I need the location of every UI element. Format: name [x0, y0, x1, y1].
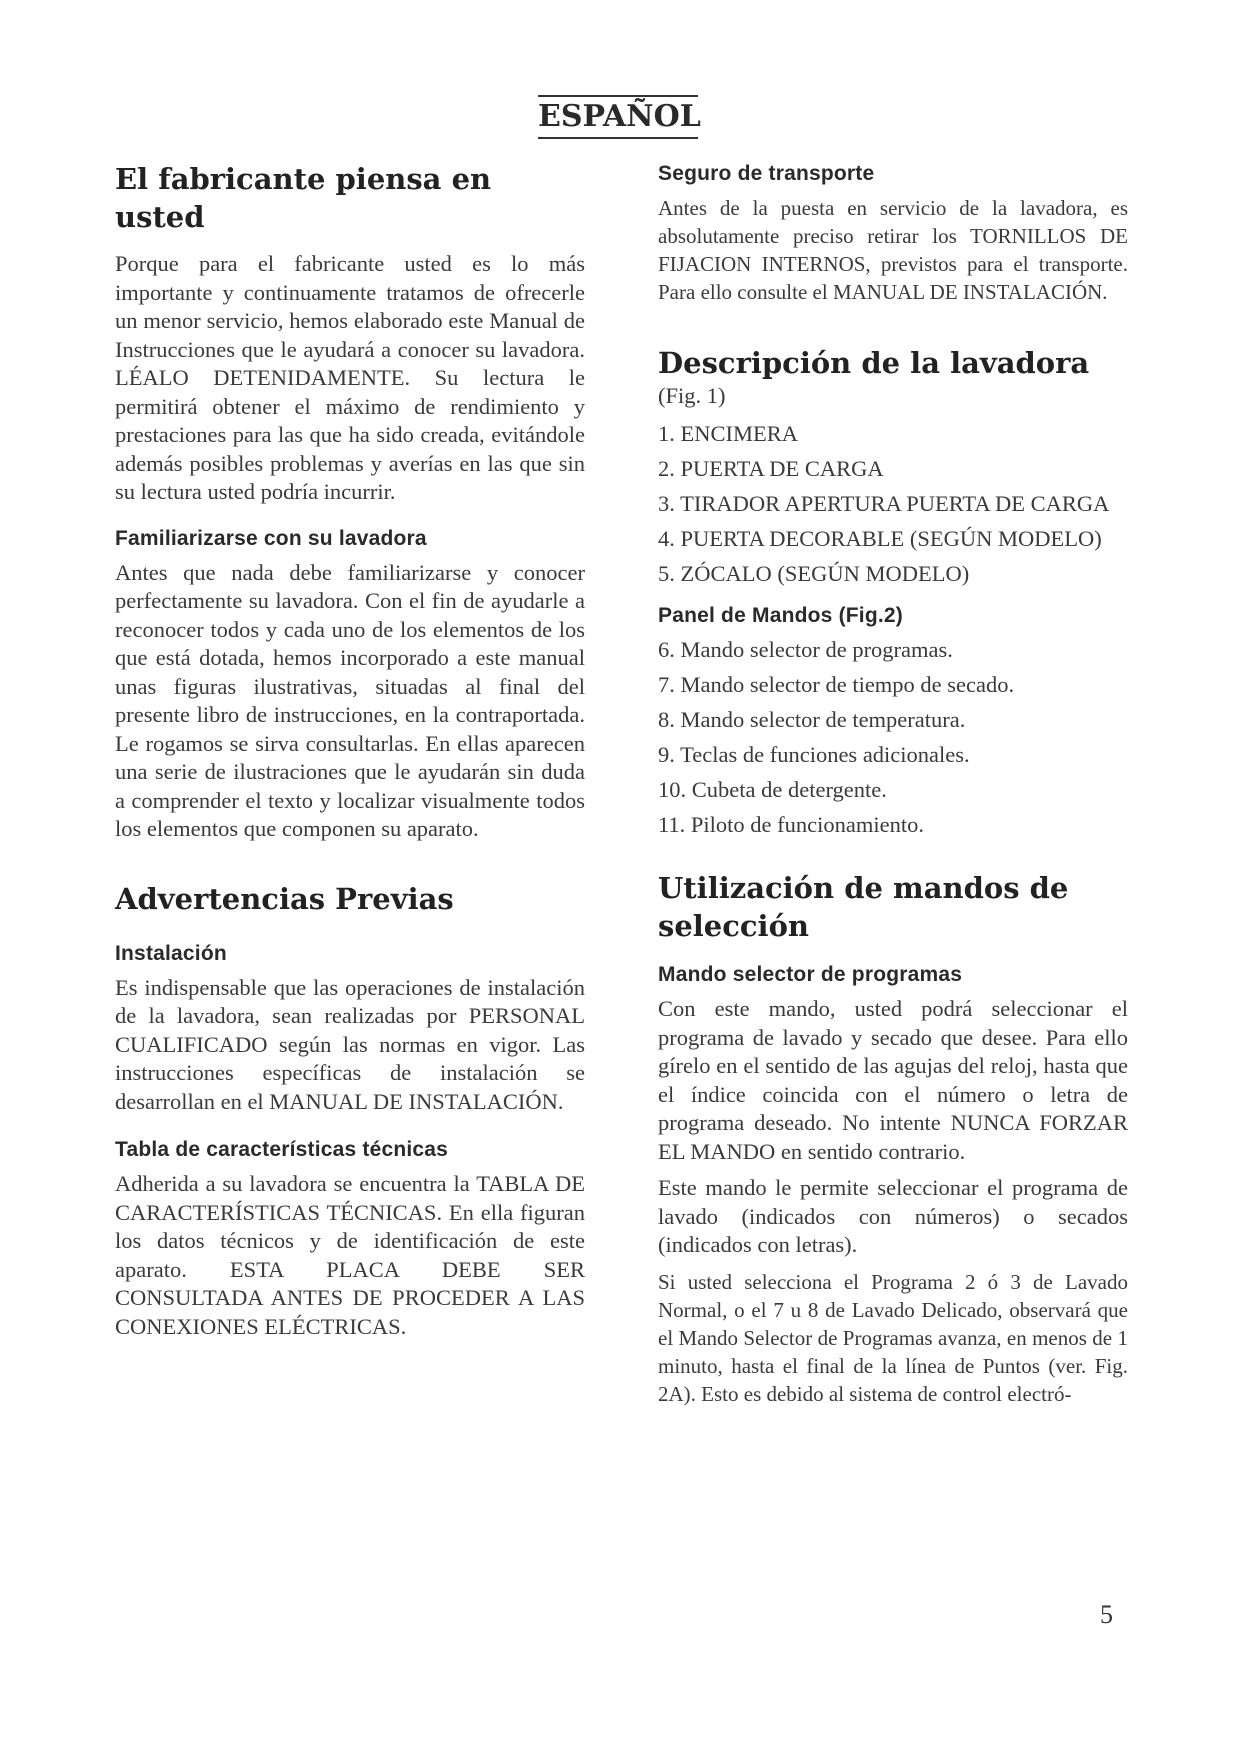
list-item: 2. PUERTA DE CARGA: [658, 456, 884, 481]
subheading-panel-mandos: Panel de Mandos (Fig.2): [658, 604, 903, 627]
right-column: [658, 160, 1128, 1416]
subheading-mando-selector: Mando selector de programas: [658, 963, 963, 986]
list-item: 8. Mando selector de temperatura.: [658, 707, 966, 732]
list-item: 10. Cubeta de detergente.: [658, 777, 887, 802]
section-title-utilizacion: Utilización de mandos de selección: [658, 871, 1069, 943]
section-title-fabricante: El fabricante piensa en usted: [115, 162, 492, 234]
paragraph-mando-1: Con este mando, usted podrá seleccionar el programa de lavado y secado que desee. Para ello gírelo en el sentido de las agujas del reloj, hasta que el índice coincida con el número o letra de programa deseado. No intente NUNCA FORZAR EL MANDO en sentido contrario.: [658, 996, 1128, 1164]
left-column: [115, 160, 585, 1349]
list-item: 9. Teclas de funciones adicionales.: [658, 742, 970, 767]
list-item: 3. TIRADOR APERTURA PUERTA DE CARGA: [658, 491, 1110, 516]
list-item: 5. ZÓCALO (SEGÚN MODELO): [658, 561, 970, 586]
subheading-seguro: Seguro de transporte: [658, 162, 875, 185]
subheading-familiarizarse: Familiarizarse con su lavadora: [115, 526, 427, 550]
list-item: 11. Piloto de funcionamiento.: [658, 812, 925, 837]
figure-reference: (Fig. 1): [658, 383, 726, 408]
list-item: 4. PUERTA DECORABLE (SEGÚN MODELO): [658, 526, 1102, 551]
paragraph-seguro: Antes de la puesta en servicio de la lavadora, es absolutamente preciso retirar los TORNILLOS DE FIJACION INTERNOS, previstos para el transporte. Para ello consulte el MANUAL DE INSTALACIÓN.: [658, 196, 1128, 304]
paragraph-mando-2: Este mando le permite seleccionar el programa de lavado (indicados con números) o secados (indicados con letras).: [658, 1175, 1128, 1257]
paragraph-tabla: Adherida a su lavadora se encuentra la TABLA DE CARACTERÍSTICAS TÉCNICAS. En ella figuran los datos técnicos y de identificación de este aparato. ESTA PLACA DEBE SER CONSULTADA ANTES DE PROCEDER A LAS CONEXIONES ELÉCTRICAS.: [115, 1171, 585, 1339]
subheading-instalacion: Instalación: [115, 941, 227, 965]
parts-list: [658, 420, 1128, 588]
section-title-advertencias: Advertencias Previas: [115, 881, 454, 916]
subheading-tabla: Tabla de características técnicas: [115, 1138, 449, 1161]
page-number: 5: [1100, 1600, 1113, 1629]
list-item: 1. ENCIMERA: [658, 421, 798, 446]
language-header: ESPAÑOL: [538, 95, 698, 139]
paragraph-mando-3: Si usted selecciona el Programa 2 ó 3 de Lavado Normal, o el 7 u 8 de Lavado Delicado, observará que el Mando Selector de Programas avanza, en menos de 1 minuto, hasta el final de la línea de Puntos (ver. Fig. 2A). Esto es debido al sistema de control electró-: [658, 1269, 1128, 1406]
list-item: 7. Mando selector de tiempo de secado.: [658, 672, 1015, 697]
paragraph-instalacion: Es indispensable que las operaciones de instalación de la lavadora, sean realizadas por PERSONAL CUALIFICADO según las normas en vigor. Las instrucciones específicas de instalación se desarrollan en el MANUAL DE INSTALACIÓN.: [115, 974, 585, 1114]
list-item: 6. Mando selector de programas.: [658, 637, 953, 662]
controls-list: [658, 636, 1128, 839]
paragraph-fabricante: Porque para el fabricante usted es lo más importante y continuamente tratamos de ofrecerle un menor servicio, hemos elaborado este Manual de Instrucciones que le ayudará a conocer su lavadora. LÉALO DETENIDAMENTE. Su lectura le permitirá obtener el máximo de rendimiento y prestaciones para las que ha sido creada, evitándole además posibles problemas y averías en las que sin su lectura usted podría incurrir.: [115, 251, 585, 504]
section-title-descripcion: Descripción de la lavadora: [658, 346, 1090, 380]
paragraph-familiarizarse: Antes que nada debe familiarizarse y conocer perfectamente su lavadora. Con el fin de ayudarle a reconocer todos y cada uno de los elementos de los que está dotada, hemos incorporado a este manual unas figuras ilustrativas, situadas al final del presente libro de instrucciones, en la contraportada. Le rogamos se sirva consultarlas. En ellas aparecen una serie de ilustraciones que le ayudarán sin duda a comprender el texto y localizar visualmente todos los elementos que componen su aparato.: [115, 559, 585, 841]
